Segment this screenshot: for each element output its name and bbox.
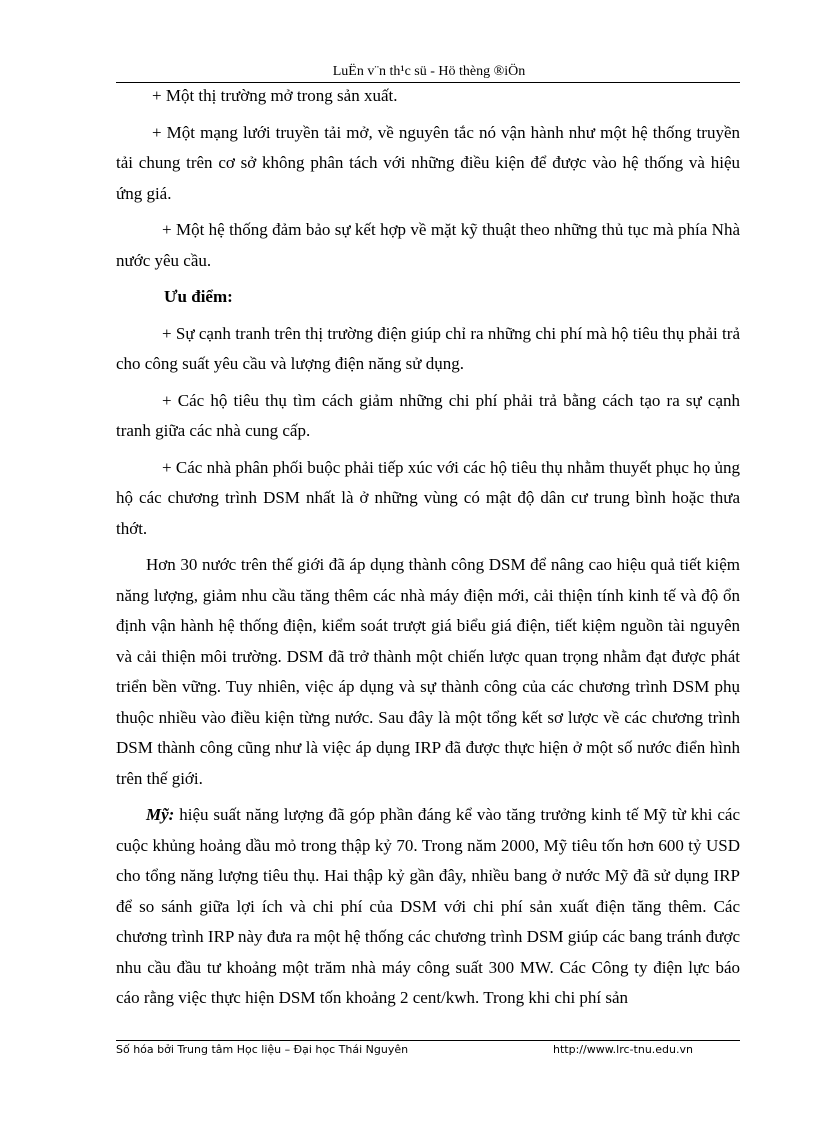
usa-label: Mỹ: xyxy=(146,805,175,824)
document-body xyxy=(116,81,740,1020)
bullet-coordination-system: + Một hệ thống đảm bảo sự kết hợp về mặt kỹ thuật theo những thủ tục mà phía Nhà nước yêu cầu. xyxy=(116,220,740,270)
intro-paragraph: Hơn 30 nước trên thế giới đã áp dụng thành công DSM để nâng cao hiệu quả tiết kiệm năng lượng, giảm nhu cầu tăng thêm các nhà máy điện mới, cải thiện tính kinh tế và độ ổn định vận hành hệ thống điện, kiểm soát trượt giá biểu giá điện, tiết kiệm nguồn tài nguyên và cải thiện môi trường. DSM đã trở thành một chiến lược quan trọng nhằm đạt được phát triển bền vững. Tuy nhiên, việc áp dụng và sự thành công của các chương trình DSM phụ thuộc nhiều vào điều kiện từng nước. Sau đây là một tổng kết sơ lược về các chương trình DSM thành công cũng như là việc áp dụng IRP đã được thực hiện ở một số nước điển hình trên thế giới. xyxy=(116,555,740,788)
usa-text: hiệu suất năng lượng đã góp phần đáng kể vào tăng trưởng kinh tế Mỹ từ khi các cuộc khủng hoảng dầu mỏ trong thập kỷ 70. Trong năm 2000, Mỹ tiêu tốn hơn 600 tỷ USD cho tổng năng lượng tiêu thụ. Hai thập kỷ gần đây, nhiều bang ở nước Mỹ đã sử dụng IRP để so sánh giữa lợi ích và chi phí của DSM với chi phí sản xuất điện tăng thêm. Các chương trình IRP này đưa ra một hệ thống các chương trình DSM giúp các bang tránh được nhu cầu đầu tư khoảng một trăm nhà máy công suất 300 MW. Các Công ty điện lực báo cáo rằng việc thực hiện DSM tốn khoảng 2 cent/kwh. Trong khi chi phí sản xyxy=(116,805,740,1007)
advantage-item: + Các nhà phân phối buộc phải tiếp xúc với các hộ tiêu thụ nhằm thuyết phục họ ủng hộ các chương trình DSM nhất là ở những vùng có mật độ dân cư trung bình hoặc thưa thớt. xyxy=(116,457,740,538)
footer-source: Số hóa bởi Trung tâm Học liệu – Đại học Thái Nguyên xyxy=(116,1043,409,1056)
footer-divider xyxy=(116,1040,740,1041)
advantage-item: + Sự cạnh tranh trên thị trường điện giúp chỉ ra những chi phí mà hộ tiêu thụ phải trả cho công suất yêu cầu và lượng điện năng sử dụng. xyxy=(116,323,740,373)
bullet-open-market: + Một thị trường mở trong sản xuất. xyxy=(152,86,398,105)
advantage-item: + Các hộ tiêu thụ tìm cách giảm những chi phí phải trả bằng cách tạo ra sự cạnh tranh giữa các nhà cung cấp. xyxy=(116,390,740,440)
footer-url: http://www.lrc-tnu.edu.vn xyxy=(553,1043,693,1056)
usa-paragraph xyxy=(116,800,740,1014)
bullet-open-grid: + Một mạng lưới truyền tải mở, về nguyên tắc nó vận hành như một hệ thống truyền tải chung trên cơ sở không phân tách với những điều kiện để được vào hệ thống và hiệu ứng giá. xyxy=(116,122,740,203)
running-header: LuËn v¨n th¹c sü - Hö thèng ®iÖn xyxy=(332,64,526,79)
advantages-heading: Ưu điểm: xyxy=(164,287,233,306)
